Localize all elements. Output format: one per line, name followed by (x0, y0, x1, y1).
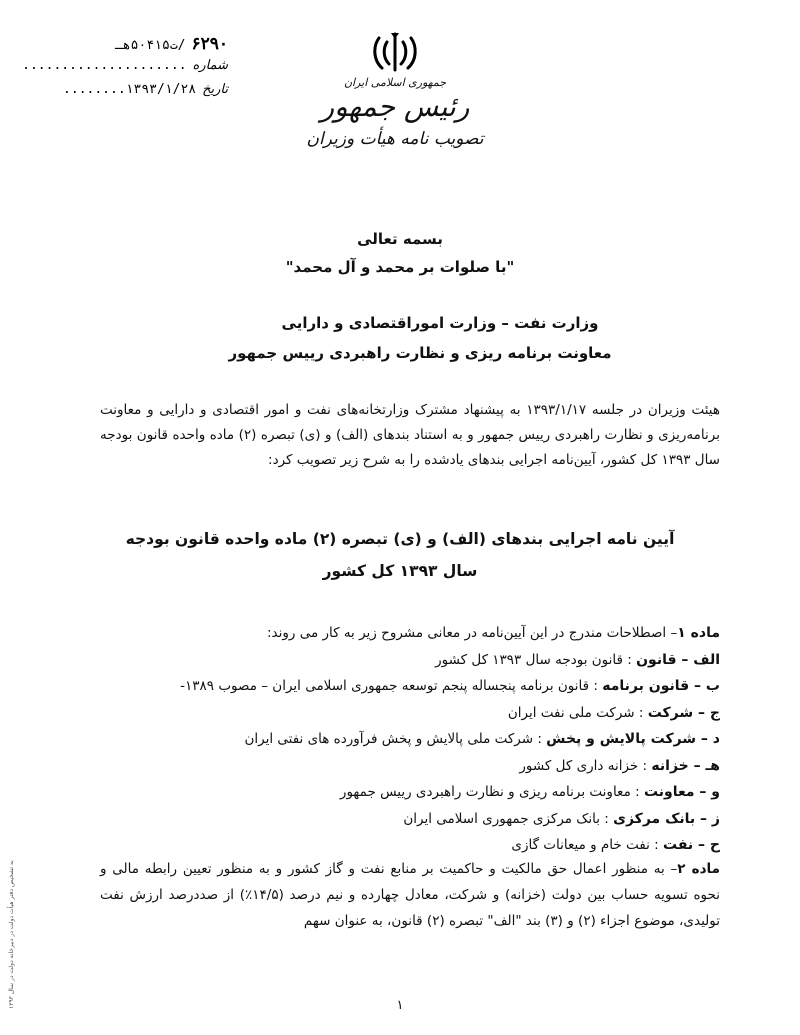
definition-text: : شرکت ملی پالایش و پخش فرآورده های نفتی ایران (244, 731, 542, 747)
definition-item (100, 700, 720, 727)
article-2-text: – به منظور اعمال حق مالکیت و حاکمیت بر منابع نفت و گاز کشور و به منظور تعیین رابطه مالی و نحوه تسویه حساب بین دولت (خزانه) و شرکت، معادل چهارده و نیم درصد (۱۴/۵٪) از صددرصد ارزش نفت تولیدی، موضوع اجزاء (۲) و (۳) بند "الف" تبصره (۲) قانون، به عنوان سهم (100, 861, 720, 929)
definition-item (100, 753, 720, 780)
definitions-list (100, 647, 720, 859)
definition-text: : قانون برنامه پنجساله پنجم توسعه جمهوری اسلامی ایران – مصوب ۱۳۸۹- (180, 678, 598, 694)
letterhead (290, 30, 500, 149)
registration-block (22, 34, 228, 106)
salutation-line-2: "با صلوات بر محمد و آل محمد" (285, 258, 515, 276)
definition-term: و – معاونت (643, 784, 720, 800)
article-1-heading: ماده ۱ (677, 625, 720, 641)
regulation-title-line-2: سال ۱۳۹۳ کل کشور (322, 562, 478, 580)
definition-term: ز – بانک مرکزی (613, 810, 720, 827)
definition-text: : قانون بودجه سال ۱۳۹۳ کل کشور (435, 651, 632, 668)
definition-text: : معاونت برنامه ریزی و نظارت راهبردی رییس جمهور (339, 784, 640, 800)
definition-text: : شرکت ملی نفت ایران (507, 704, 644, 721)
date-label: تاریخ (202, 82, 228, 97)
definition-item (100, 832, 720, 859)
addressee-line-2: معاونت برنامه ریزی و نظارت راهبردی رییس جمهور (228, 344, 612, 362)
article-2 (100, 856, 720, 934)
letterhead-subtitle: جمهوری اسلامی ایران (343, 76, 447, 89)
definition-term: هـ – خزانه (651, 757, 720, 774)
registration-number-line (38, 34, 228, 58)
number-label: شماره (192, 58, 228, 73)
number-label-line (22, 58, 228, 82)
page-number: ۱ (396, 998, 404, 1013)
article-1-text: – اصطلاحات مندرج در این آیین‌نامه در معانی مشروح زیر به کار می روند: (266, 625, 678, 641)
letterhead-title: رئیس جمهور (320, 90, 470, 123)
definition-term: ح – نفت (663, 837, 720, 853)
side-margin-note: به تشخیص دفتر هیأت دولت در دبیرخانه دولت در سال ۱۳۹۳ (8, 860, 15, 1009)
date-line (38, 82, 228, 106)
definition-item (100, 726, 720, 753)
definition-item (100, 779, 720, 806)
definition-term: الف – قانون (636, 651, 720, 668)
definition-item (100, 806, 720, 833)
registration-number-suffix: /ت۵۰۴۱۵هـ (115, 38, 186, 53)
article-1 (100, 620, 720, 859)
article-2-heading: ماده ۲ (677, 861, 720, 877)
salutation-line-1: بسمه تعالی (357, 230, 443, 248)
number-dots: ..................... (22, 58, 187, 73)
definition-item (100, 673, 720, 700)
definition-text: : نفت خام و میعانات گازی (511, 837, 659, 853)
addressee-line-1: وزارت نفت – وزارت اموراقتصادی و دارایی (281, 314, 599, 332)
article-1-heading-line (100, 620, 720, 647)
date-value: ۱۳۹۳/۱/۲۸........ (63, 82, 197, 97)
definition-term: د – شرکت پالایش و پخش (546, 731, 720, 747)
definition-item (100, 647, 720, 674)
iran-emblem-icon (370, 30, 420, 74)
regulation-title-line-1: آیین نامه اجرایی بندهای (الف) و (ی) تبصره (۲) ماده واحده قانون بودجه (125, 530, 675, 548)
definition-term: ب – قانون برنامه (602, 678, 720, 694)
intro-paragraph: هیئت وزیران در جلسه ۱۳۹۳/۱/۱۷ به پیشنهاد مشترک وزارتخانه‌های نفت و امور اقتصادی و دارایی و معاونت برنامه‌ریزی و نظارت راهبردی رییس جمهور و به استناد بندهای (الف) و (ی) تبصره (۲) ماده واحده قانون بودجه سال ۱۳۹۳ کل کشور، آیین‌نامه اجرایی بندهای یادشده را به شرح زیر تصویب کرد: (100, 402, 720, 468)
definition-text: : خزانه داری کل کشور (519, 757, 648, 774)
definition-term: ج – شرکت (647, 704, 720, 721)
letterhead-caption: تصویب نامه هیأت وزیران (306, 129, 484, 149)
registration-number: ۶۲۹۰ (191, 34, 228, 54)
definition-text: : بانک مرکزی جمهوری اسلامی ایران (403, 810, 609, 827)
